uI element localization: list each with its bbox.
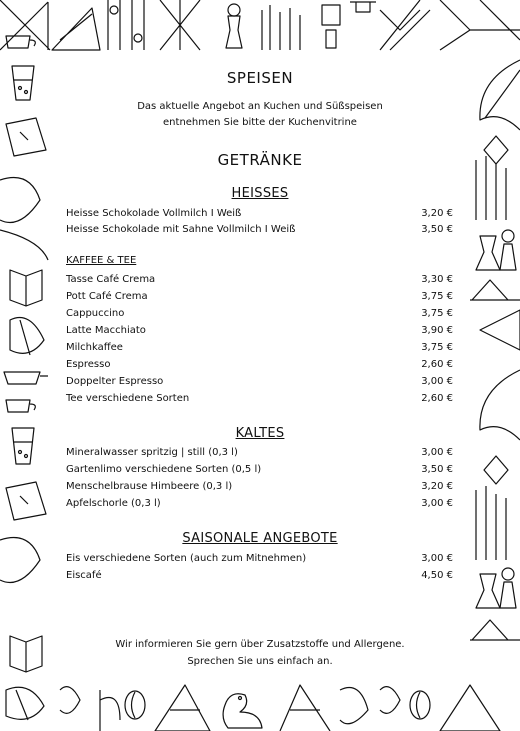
menu-item-name: Gartenlimo verschiedene Sorten (0,5 l)	[66, 464, 262, 475]
top-border-pattern	[0, 0, 520, 50]
allergen-note-line1: Wir informieren Sie gern über Zusatzstoffe und Allergene.	[115, 639, 405, 650]
menu-item	[66, 374, 453, 390]
menu-item-price: 2,60 €	[421, 393, 453, 404]
speisen-intro	[55, 99, 465, 131]
left-border-pattern	[0, 36, 48, 720]
menu-item-name: Apfelschorle (0,3 l)	[66, 498, 161, 509]
menu-item-price: 3,20 €	[421, 208, 453, 219]
menu-item	[66, 568, 453, 584]
allergen-note	[55, 636, 465, 670]
menu-item-price: 3,50 €	[421, 464, 453, 475]
menu-item-name: Doppelter Espresso	[66, 376, 164, 387]
getraenke-heading: GETRÄNKE	[217, 151, 303, 169]
menu-item-name: Espresso	[66, 359, 111, 370]
menu-item-price: 3,00 €	[421, 447, 453, 458]
heisses-heading: HEISSES	[231, 186, 289, 201]
menu-item-name: Pott Café Crema	[66, 291, 148, 302]
menu-item-price: 3,00 €	[421, 553, 453, 564]
menu-item	[66, 306, 453, 322]
kaffee-tee-heading: KAFFEE & TEE	[66, 255, 137, 266]
menu-item-name: Heisse Schokolade Vollmilch I Weiß	[66, 208, 242, 219]
menu-item-price: 3,00 €	[421, 376, 453, 387]
menu-item-price: 3,75 €	[421, 308, 453, 319]
saisonal-heading: SAISONALE ANGEBOTE	[182, 531, 338, 546]
menu-item	[66, 222, 453, 238]
menu-item	[66, 272, 453, 288]
menu-item	[66, 445, 453, 461]
menu-item-name: Mineralwasser spritzig | still (0,3 l)	[66, 447, 238, 458]
allergen-note-line2: Sprechen Sie uns einfach an.	[187, 656, 333, 667]
menu-item-price: 3,75 €	[421, 291, 453, 302]
bottom-border-pattern	[60, 685, 500, 731]
menu-item-name: Milchkaffee	[66, 342, 123, 353]
menu-item	[66, 357, 453, 373]
menu-item	[66, 391, 453, 407]
menu-item	[66, 206, 453, 222]
menu-content	[55, 55, 465, 675]
menu-item	[66, 479, 453, 495]
menu-item-price: 3,00 €	[421, 498, 453, 509]
menu-item-price: 3,20 €	[421, 481, 453, 492]
menu-item-price: 3,75 €	[421, 342, 453, 353]
menu-item-price: 3,90 €	[421, 325, 453, 336]
menu-item	[66, 340, 453, 356]
menu-item-price: 3,50 €	[421, 224, 453, 235]
menu-item-name: Eiscafé	[66, 570, 102, 581]
speisen-intro-line2: entnehmen Sie bitte der Kuchenvitrine	[163, 117, 357, 128]
menu-item	[66, 323, 453, 339]
menu-item	[66, 496, 453, 512]
menu-item-name: Menschelbrause Himbeere (0,3 l)	[66, 481, 233, 492]
menu-item-name: Latte Macchiato	[66, 325, 146, 336]
menu-item-price: 4,50 €	[421, 570, 453, 581]
speisen-intro-line1: Das aktuelle Angebot an Kuchen und Süßspeisen	[137, 101, 383, 112]
menu-item	[66, 551, 453, 567]
menu-item-name: Eis verschiedene Sorten (auch zum Mitnehmen)	[66, 553, 307, 564]
menu-item	[66, 462, 453, 478]
menu-item-name: Tasse Café Crema	[66, 274, 156, 285]
speisen-heading: SPEISEN	[226, 69, 294, 87]
menu-item-name: Heisse Schokolade mit Sahne Vollmilch I Weiß	[66, 224, 296, 235]
menu-item-name: Cappuccino	[66, 308, 125, 319]
kaltes-heading: KALTES	[235, 426, 285, 441]
right-border-pattern	[470, 60, 520, 640]
menu-item-name: Tee verschiedene Sorten	[66, 393, 190, 404]
menu-item	[66, 289, 453, 305]
menu-item-price: 2,60 €	[421, 359, 453, 370]
menu-item-price: 3,30 €	[421, 274, 453, 285]
